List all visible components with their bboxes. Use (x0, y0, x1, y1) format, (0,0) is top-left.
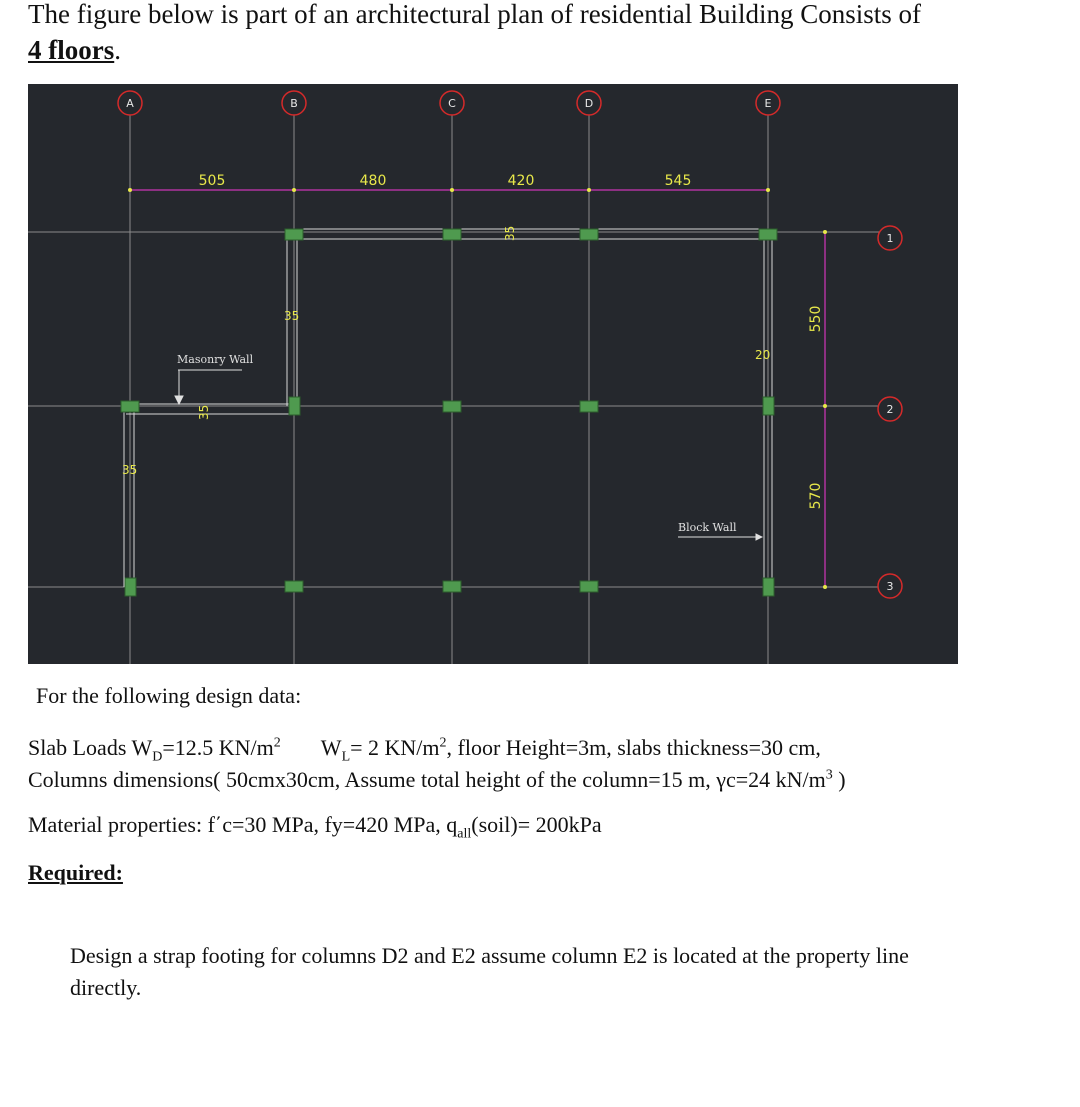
grid-label-3: 3 (886, 580, 894, 593)
column-e3 (763, 578, 774, 596)
column-d2 (580, 401, 598, 412)
column-c2 (443, 401, 461, 412)
plan-background (28, 84, 958, 664)
unit-weight-cubed: 3 (825, 767, 833, 783)
column-a3 (125, 578, 136, 596)
wd-subscript: D (152, 749, 163, 765)
column-d3 (580, 581, 598, 592)
column-dimensions-end: ) (832, 767, 846, 792)
slab-loads-paragraph (28, 732, 1078, 796)
material-text: Material properties: f΄c=30 MPa, fy=420 MPa, q (28, 812, 458, 837)
slab-loads-label: Slab Loads W (28, 735, 153, 760)
span-cd: 420 (507, 173, 535, 189)
column-b2 (289, 397, 300, 415)
required-heading: Required: (28, 860, 123, 885)
wl-subscript: L (341, 749, 351, 765)
intro-text: The figure below is part of an architectural plan of residential Building Consists of (28, 0, 922, 29)
thickness-b-wall: 35 (284, 309, 300, 323)
grid-label-b: B (290, 97, 298, 110)
grid-label-a: A (126, 97, 134, 110)
masonry-wall-label: Masonry Wall (177, 353, 254, 366)
column-c3 (443, 581, 461, 592)
wd-value: =12.5 KN/m (162, 735, 274, 760)
column-c1 (443, 229, 461, 240)
span-ab: 505 (198, 173, 226, 189)
wd-squared: 2 (273, 735, 281, 751)
thickness-masonry-wall: 35 (197, 404, 211, 420)
column-a2 (121, 401, 139, 412)
grid-label-e: E (764, 97, 772, 110)
grid-label-c: C (448, 97, 456, 110)
column-d1 (580, 229, 598, 240)
intro-paragraph (28, 0, 1068, 68)
grid-label-1: 1 (886, 232, 894, 245)
thickness-top-wall: 35 (503, 225, 517, 241)
wl-label: W (320, 735, 342, 760)
span-de: 545 (664, 173, 692, 189)
intro-period: . (114, 35, 121, 65)
design-data-heading: For the following design data: (36, 683, 302, 708)
qall-subscript: all (457, 826, 472, 842)
grid-label-2: 2 (886, 403, 894, 416)
slab-rest: , floor Height=3m, slabs thickness=30 cm, (446, 735, 821, 760)
column-e1 (759, 229, 777, 240)
span-12: 550 (808, 305, 824, 333)
span-23: 570 (808, 482, 824, 510)
column-e2 (763, 397, 774, 415)
material-end: (soil)= 200kPa (471, 812, 602, 837)
column-b1 (285, 229, 303, 240)
intro-floors: 4 floors (28, 35, 115, 65)
column-dimensions: Columns dimensions( 50cmx30cm, Assume total height of the column=15 m, γc=24 kN/m (28, 767, 826, 792)
architectural-plan (28, 84, 958, 664)
column-b3 (285, 581, 303, 592)
thickness-a-wall: 35 (122, 463, 138, 477)
material-properties (28, 812, 602, 842)
block-wall-label: Block Wall (678, 521, 737, 534)
thickness-e-wall: 20 (755, 348, 771, 362)
wl-squared: 2 (439, 735, 447, 751)
span-bc: 480 (359, 173, 387, 189)
wl-value: = 2 KN/m (350, 735, 440, 760)
grid-label-d: D (584, 97, 594, 110)
required-task: Design a strap footing for columns D2 and E2 assume column E2 is located at the property line directly. (70, 943, 909, 1000)
